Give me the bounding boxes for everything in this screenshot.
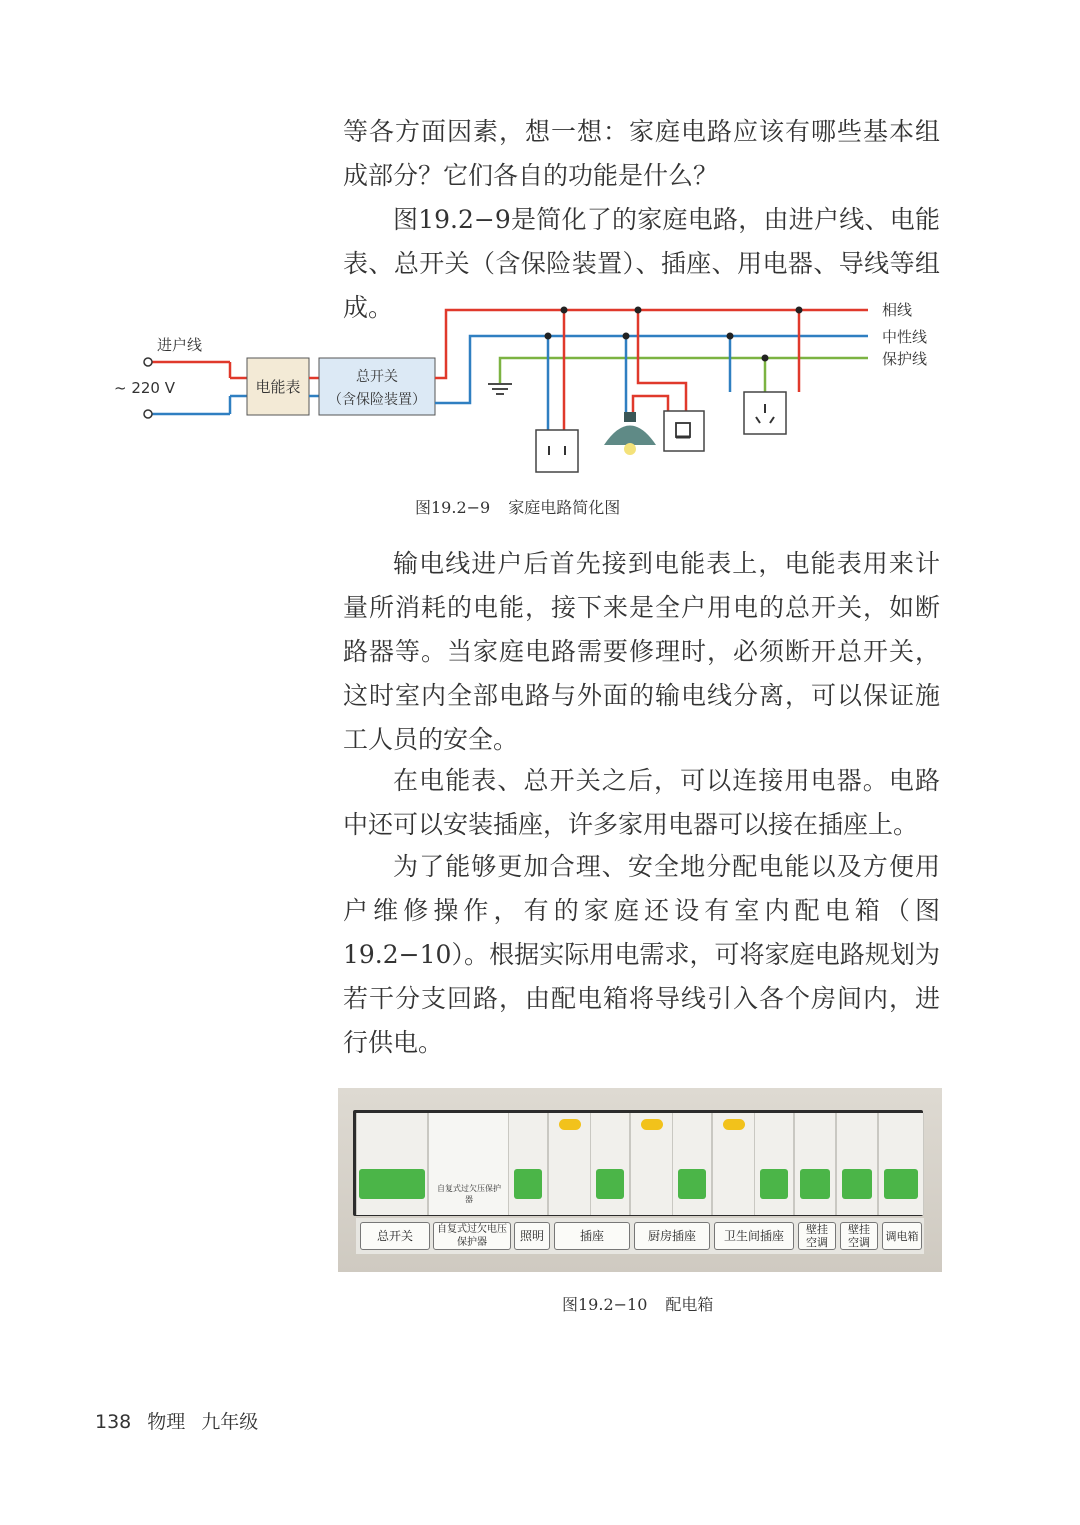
breaker-label: 壁挂空调 (798, 1222, 836, 1250)
breaker-label: 照明 (514, 1222, 550, 1250)
breaker (508, 1113, 548, 1215)
three-pin-socket-icon (744, 392, 786, 434)
subject: 物理 (147, 1411, 186, 1433)
breaker-label: 调电箱 (882, 1222, 922, 1250)
rcd-breaker (548, 1113, 592, 1215)
breaker (836, 1113, 878, 1215)
paragraph-3: 输电线进户后首先接到电能表上，电能表用来计量所消耗的电能，接下来是全户用电的总开关，如断路器等。当家庭电路需要修理时，必须断开总开关，这时室内全部电路与外面的输电线分离，可以保证施工人员的安全。 (343, 549, 940, 754)
rcd-breaker (712, 1113, 756, 1215)
breaker (590, 1113, 630, 1215)
label-main-switch: 总开关 (356, 369, 398, 385)
label-fuse-note: （含保险装置） (328, 392, 426, 408)
ground-symbol (488, 384, 512, 394)
breaker (754, 1113, 794, 1215)
breaker-label: 卫生间插座 (714, 1222, 794, 1250)
figure2-caption (562, 1292, 713, 1315)
label-neutral: 中性线 (882, 328, 928, 346)
protector-text: 自复式过欠压保护器 (437, 1184, 501, 1204)
breaker-label: 插座 (554, 1222, 630, 1250)
paragraph-2: 图19.2−9是简化了的家庭电路，由进户线、电能表、总开关（含保险装置）、插座、用电器、导线等组成。 (343, 205, 940, 322)
figure2-title: 配电箱 (665, 1295, 714, 1314)
breaker (794, 1113, 836, 1215)
figure1-title: 家庭电路简化图 (508, 498, 621, 517)
label-live: 相线 (882, 301, 913, 319)
breaker-label: 厨房插座 (634, 1222, 710, 1250)
circuit-diagram (0, 290, 1080, 490)
terminal-bottom (144, 410, 152, 418)
grade: 九年级 (201, 1411, 259, 1433)
label-meter: 电能表 (255, 378, 301, 396)
page-number: 138 (95, 1411, 132, 1433)
breaker-label: 壁挂空调 (840, 1222, 878, 1250)
breaker (878, 1113, 924, 1215)
label-ground: 保护线 (882, 350, 928, 368)
light-switch-icon (664, 411, 704, 451)
terminal-top (144, 358, 152, 366)
two-pin-socket-icon (536, 430, 578, 472)
label-voltage: ~ 220 V (114, 379, 175, 397)
rcd-breaker (630, 1113, 674, 1215)
lamp-icon (604, 412, 656, 455)
figure1-caption (415, 495, 620, 518)
breaker (672, 1113, 712, 1215)
label-incoming: 进户线 (157, 336, 203, 354)
paragraph-5: 为了能够更加合理、安全地分配电能以及方便用户维修操作，有的家庭还设有室内配电箱（图19.2−10）。根据实际用电需求，可将家庭电路规划为若干分支回路，由配电箱将导线引入各个房间内，进行供电。 (343, 852, 940, 1057)
distribution-box-photo (338, 1088, 942, 1272)
voltage-protector (428, 1113, 510, 1215)
page-footer (95, 1407, 274, 1434)
main-breaker (356, 1113, 428, 1215)
breaker-label: 总开关 (360, 1222, 430, 1250)
figure2-number: 图19.2−10 (562, 1295, 648, 1314)
breaker-label: 自复式过欠电压保护器 (433, 1222, 511, 1250)
ground-line (500, 358, 868, 383)
figure1-number: 图19.2−9 (415, 498, 491, 517)
paragraph-4: 在电能表、总开关之后，可以连接用电器。电路中还可以安装插座，许多家用电器可以接在插座上。 (343, 766, 940, 839)
paragraph-1: 等各方面因素，想一想：家庭电路应该有哪些基本组成部分？它们各自的功能是什么？ (343, 117, 940, 190)
